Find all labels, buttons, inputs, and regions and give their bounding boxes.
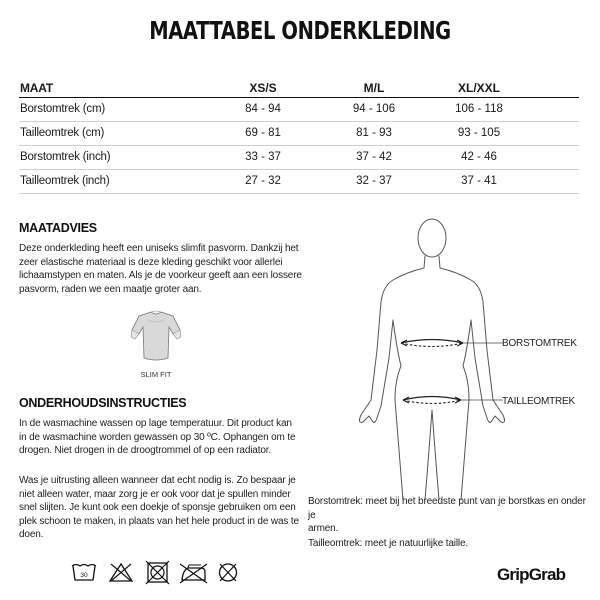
cell-value: 69 - 81 [245, 127, 281, 139]
header-size: MAAT [20, 81, 53, 95]
care-line: Was je uitrusting alleen wanneer dat echt nodig is. Zo bespaar je [19, 475, 296, 486]
slim-fit-shirt-icon [126, 306, 186, 366]
header-m-l: M/L [363, 81, 385, 95]
care-text-2 [19, 474, 309, 542]
no-bleach-icon [110, 564, 132, 581]
care-text-1 [19, 417, 309, 458]
advice-line: Deze onderkleding heeft een uniseks slimfit pasvorm. Dankzij het [19, 243, 299, 254]
table-header-row [19, 78, 579, 98]
cell-value: 93 - 105 [457, 127, 501, 139]
row-label: Tailleomtrek (cm) [20, 127, 105, 139]
body-outline-figure [337, 210, 527, 500]
cell-value: 32 - 37 [356, 175, 392, 187]
row-label: Borstomtrek (cm) [20, 103, 105, 115]
row-label: Tailleomtrek (inch) [20, 175, 110, 187]
cell-value: 37 - 41 [461, 175, 497, 187]
advice-line: pasvorm, raden we een maatje groter aan. [19, 283, 202, 295]
no-iron-icon [180, 564, 207, 583]
advice-line: lichaamstypen en maten. Als je de voorkeur geeft aan een lossere [19, 270, 302, 282]
care-line: doen. [19, 529, 44, 541]
care-line: In de wasmachine wassen op lage temperatuur. Dit product kan [19, 418, 292, 429]
waist-note: Tailleomtrek: meet je natuurlijke taille. [308, 538, 469, 549]
wash-temp: 30 [80, 572, 88, 579]
care-line: in de wasmachine worden gewassen op 30 ºC. Ophangen om te [19, 431, 296, 443]
care-line: plek schoon te maken, in plaats van het hele product in de was te [19, 515, 299, 527]
cell-value: 37 - 42 [356, 151, 392, 163]
table-row [19, 146, 579, 170]
cell-value: 42 - 46 [461, 151, 497, 163]
advice-line: zeer elastische materiaal is deze kleding geschikt voor allerlei [19, 256, 283, 268]
care-heading: ONDERHOUDSINSTRUCTIES [19, 396, 187, 410]
cell-value: 94 - 106 [352, 103, 396, 115]
advice-heading: MAATADVIES [19, 221, 97, 235]
row-label: Borstomtrek (inch) [20, 151, 111, 163]
waist-measure-line [403, 397, 503, 404]
chest-label: BORSTOMTREK [502, 338, 577, 349]
header-xs-s: XS/S [249, 81, 277, 95]
care-line: drogen. Niet drogen in de droogtrommel of op een radiator. [19, 445, 272, 457]
chest-measure-line [401, 340, 503, 347]
table-row [19, 98, 579, 122]
cell-value: 27 - 32 [245, 175, 281, 187]
size-table [19, 78, 579, 194]
header-xl-xxl: XL/XXL [457, 81, 500, 95]
cell-value: 33 - 37 [245, 151, 281, 163]
no-dry-clean-icon [220, 564, 237, 581]
advice-text [19, 242, 309, 296]
chest-note [308, 495, 593, 536]
cell-value: 106 - 118 [455, 103, 503, 115]
page-title: MAATTABEL ONDERKLEDING [149, 16, 451, 45]
no-tumble-dry-icon [146, 561, 169, 584]
waist-label: TAILLEOMTREK [502, 396, 575, 407]
table-row [19, 170, 579, 194]
slim-fit-label: SLIM FIT [140, 370, 172, 379]
wash-30-icon [72, 565, 96, 581]
care-symbols [70, 560, 250, 586]
cell-value: 84 - 94 [245, 103, 281, 115]
care-line: niet alleen water, maar zorg je er ook voor dat je spullen minder [19, 488, 291, 500]
care-line: snel slijten. Je kunt ook een doekje of sponsje gebruiken om een [19, 502, 296, 514]
brand-logo: GripGrab [497, 565, 566, 584]
chest-note-line: armen. [308, 523, 339, 535]
chest-note-line: Borstomtrek: meet bij het breedste punt van je borstkas en onder je [308, 496, 586, 521]
cell-value: 81 - 93 [356, 127, 392, 139]
table-row [19, 122, 579, 146]
